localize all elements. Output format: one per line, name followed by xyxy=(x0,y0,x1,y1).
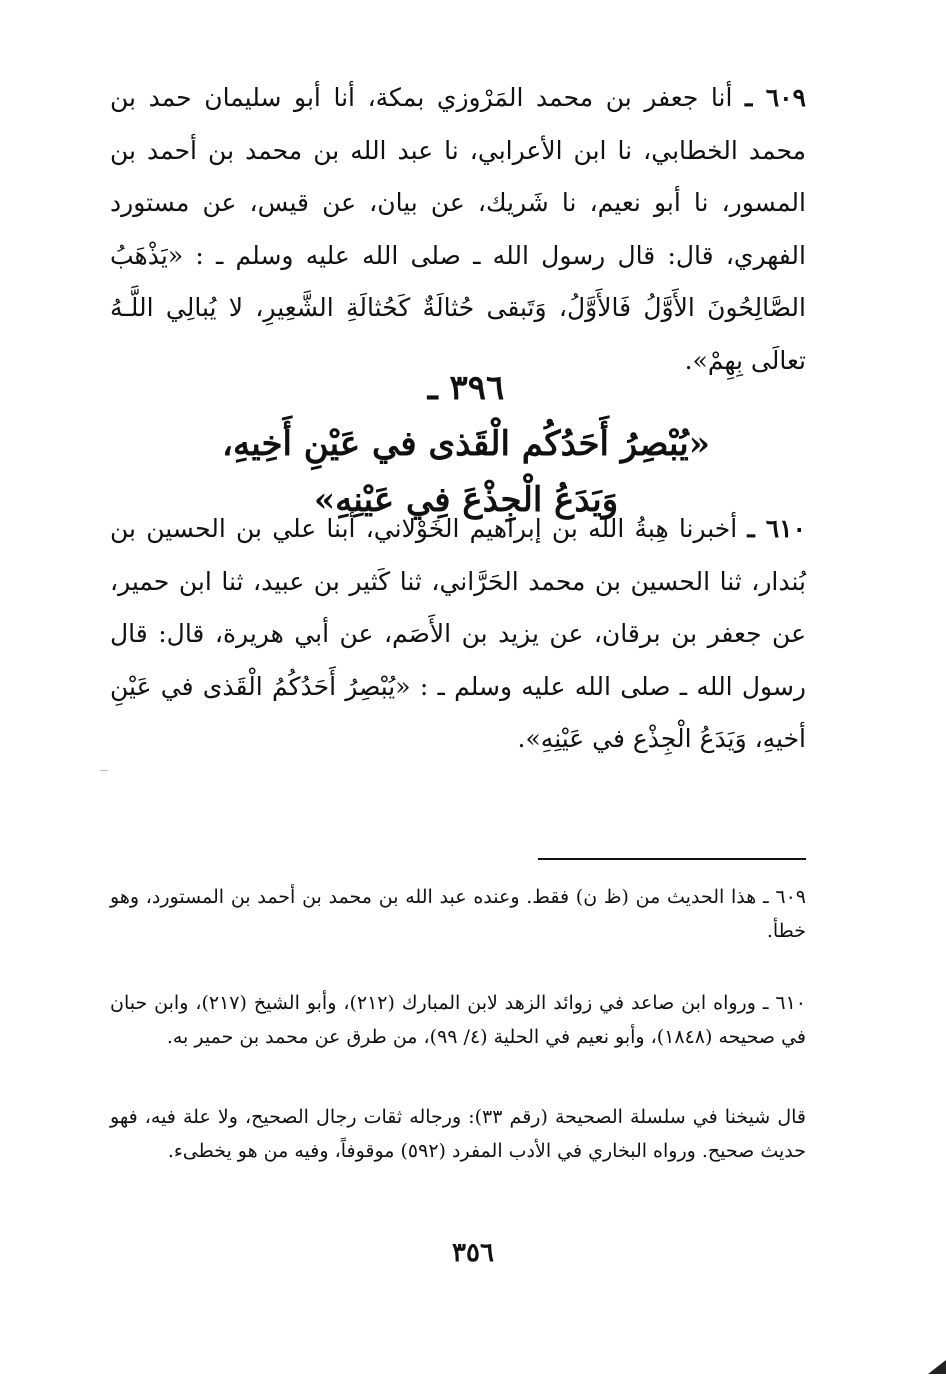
hadith-610-number: ٦١٠ ـ xyxy=(747,514,806,543)
hadith-610-text: أخبرنا هِبةُ الله بن إبراهيم الخَوْلاني، أبنا علي بن الحسين بن بُندار، ثنا الحسين بن محمد الحَرَّاني، ثنا كَثير بن عبيد، ثنا ابن حمير، عن جعفر بن برقان، عن يزيد بن الأَصَم، عن أبي هريرة، قال: قال رسول الله ـ صلى الله عليه وسلم ـ : «يُبْصِرُ أَحَدُكُمُ الْقَذى في عَيْنِ أخيهِ، وَيَدَعُ الْجِذْع في عَيْنِهِ». xyxy=(110,514,806,753)
footnote-authentication-note: قال شيخنا في سلسلة الصحيحة (رقم ٣٣): ورجاله ثقات رجال الصحيح، ولا علة فيه، فهو حديث صحيح. ورواه البخاري في الأدب المفرد (٥٩٢) موقوفاً، وفيه من هو يخطىء. xyxy=(110,1106,806,1162)
footnote-609: ٦٠٩ ـ هذا الحديث من (ظ ن) فقط. وعنده عبد الله بن محمد بن أحمد بن المستورد، وهو خطأ. xyxy=(110,886,806,942)
footnote-610: ٦١٠ ـ ورواه ابن صاعد في زوائد الزهد لابن المبارك (٢١٢)، وأبو الشيخ (٢١٧)، وابن حبان في صحيحه (١٨٤٨)، وأبو نعيم في الحلية (٤/ ٩٩)، من طرق عن محمد بن حمير به. xyxy=(110,992,806,1048)
chapter-title-line1: «يُبْصِرُ أَحَدُكُم الْقَذى في عَيْنِ أَخِيهِ، xyxy=(222,424,710,464)
chapter-number: ٣٩٦ ـ xyxy=(427,368,505,408)
chapter-heading-line1 xyxy=(156,360,776,472)
hadith-610-paragraph xyxy=(110,503,806,766)
hadith-609-paragraph xyxy=(110,72,806,387)
scan-corner-mark xyxy=(928,1360,946,1374)
scan-speck xyxy=(100,770,108,771)
footnote-divider xyxy=(538,858,806,860)
page-number: ٣٥٦ xyxy=(452,1238,494,1268)
chapter-title-line2: وَيَدَعُ الْجِذْعَ فِي عَيْنِهِ» xyxy=(313,480,619,520)
hadith-609-number: ٦٠٩ ـ xyxy=(745,83,806,112)
hadith-609-text: أنا جعفر بن محمد المَرْوزي بمكة، أنا أبو سليمان حمد بن محمد الخطابي، نا ابن الأعرابي، نا عبد الله بن محمد بن أحمد بن المسور، نا أبو نعيم، نا شَريك، عن بيان، عن قيس، عن مستورد الفهري، قال: قال رسول الله ـ صلى الله عليه وسلم ـ : «يَذْهَبُ الصَّالِحُونَ الأَوَّلُ فَالأَوَّلُ، وَتَبقى حُثالَةٌ كَحُثالَةِ الشَّعِيرِ، لا يُبالِي اللَّـهُ تعالَى بِهِمْ». xyxy=(110,83,806,375)
